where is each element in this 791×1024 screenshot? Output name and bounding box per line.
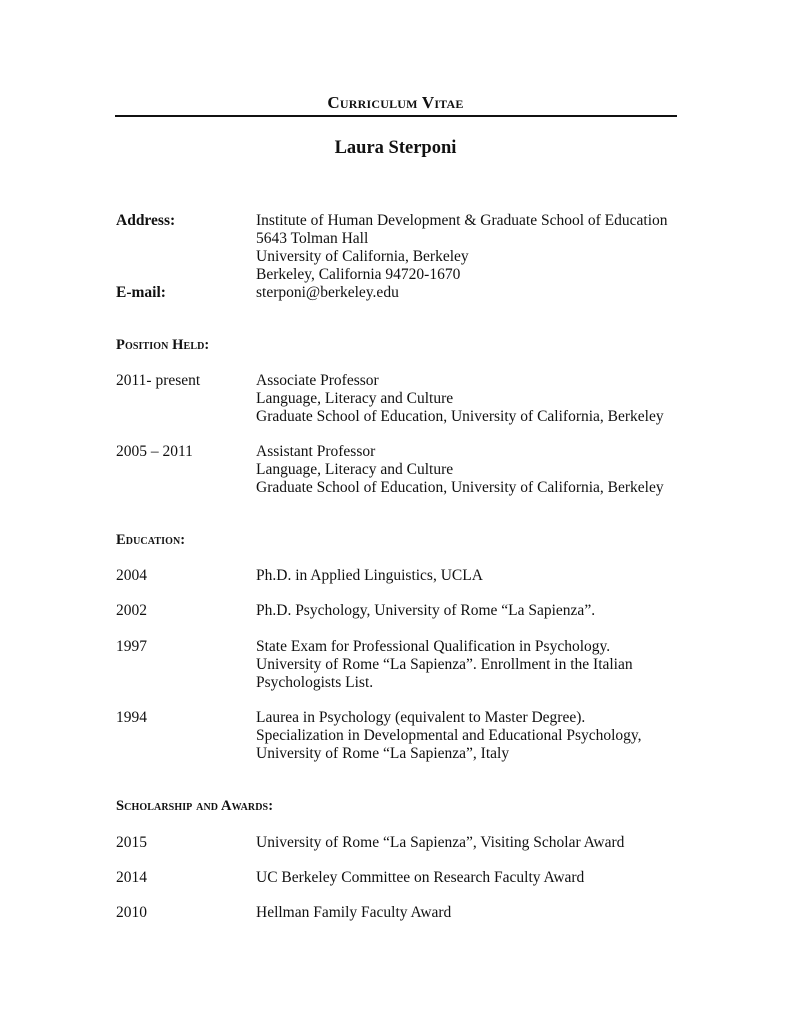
email-address: sterponi@berkeley.edu bbox=[256, 284, 399, 301]
education-year: 1997 bbox=[116, 638, 147, 655]
position-details bbox=[256, 443, 676, 497]
education-line: University of Rome “La Sapienza”, Italy bbox=[256, 745, 510, 762]
position-program: Language, Literacy and Culture bbox=[256, 390, 454, 407]
education-year: 2004 bbox=[116, 567, 147, 584]
section-heading-awards: Scholarship and Awards: bbox=[116, 798, 274, 814]
email-value bbox=[256, 284, 676, 302]
email-label: E-mail: bbox=[116, 284, 166, 301]
address-line: University of California, Berkeley bbox=[256, 248, 469, 265]
person-name: Laura Sterponi bbox=[334, 138, 457, 158]
education-year: 1994 bbox=[116, 709, 147, 726]
education-details bbox=[256, 602, 676, 620]
education-line: State Exam for Professional Qualification in Psychology. bbox=[256, 638, 611, 655]
education-line: Laurea in Psychology (equivalent to Master Degree). bbox=[256, 709, 586, 726]
education-details bbox=[256, 638, 676, 692]
section-heading-education: Education: bbox=[116, 532, 186, 548]
award-year: 2015 bbox=[116, 834, 147, 851]
education-details bbox=[256, 709, 676, 763]
education-line: Specialization in Developmental and Educational Psychology, bbox=[256, 727, 642, 744]
position-institution: Graduate School of Education, University of California, Berkeley bbox=[256, 408, 664, 425]
position-period: 2011- present bbox=[116, 372, 201, 389]
address-label: Address: bbox=[116, 212, 176, 229]
position-institution: Graduate School of Education, University of California, Berkeley bbox=[256, 479, 664, 496]
section-heading-positions: Position Held: bbox=[116, 337, 210, 353]
award-name: UC Berkeley Committee on Research Faculty Award bbox=[256, 869, 585, 886]
award-details bbox=[256, 904, 676, 922]
education-year: 2002 bbox=[116, 602, 147, 619]
position-details bbox=[256, 372, 676, 426]
address-line: Institute of Human Development & Graduate School of Education bbox=[256, 212, 668, 229]
address-block bbox=[256, 212, 676, 284]
position-period: 2005 – 2011 bbox=[116, 443, 193, 460]
education-details bbox=[256, 567, 676, 585]
position-title: Assistant Professor bbox=[256, 443, 376, 460]
document-title: Curriculum Vitae bbox=[327, 93, 464, 112]
address-line: 5643 Tolman Hall bbox=[256, 230, 369, 247]
position-program: Language, Literacy and Culture bbox=[256, 461, 454, 478]
education-line: Ph.D. in Applied Linguistics, UCLA bbox=[256, 567, 483, 584]
address-line: Berkeley, California 94720-1670 bbox=[256, 266, 461, 283]
award-year: 2014 bbox=[116, 869, 147, 886]
award-details bbox=[256, 834, 676, 852]
award-name: University of Rome “La Sapienza”, Visiting Scholar Award bbox=[256, 834, 625, 851]
award-year: 2010 bbox=[116, 904, 147, 921]
education-line: Psychologists List. bbox=[256, 674, 374, 691]
position-title: Associate Professor bbox=[256, 372, 379, 389]
award-details bbox=[256, 869, 676, 887]
education-line: Ph.D. Psychology, University of Rome “La Sapienza”. bbox=[256, 602, 596, 619]
title-divider bbox=[115, 115, 677, 117]
award-name: Hellman Family Faculty Award bbox=[256, 904, 452, 921]
education-line: University of Rome “La Sapienza”. Enrollment in the Italian bbox=[256, 656, 633, 673]
